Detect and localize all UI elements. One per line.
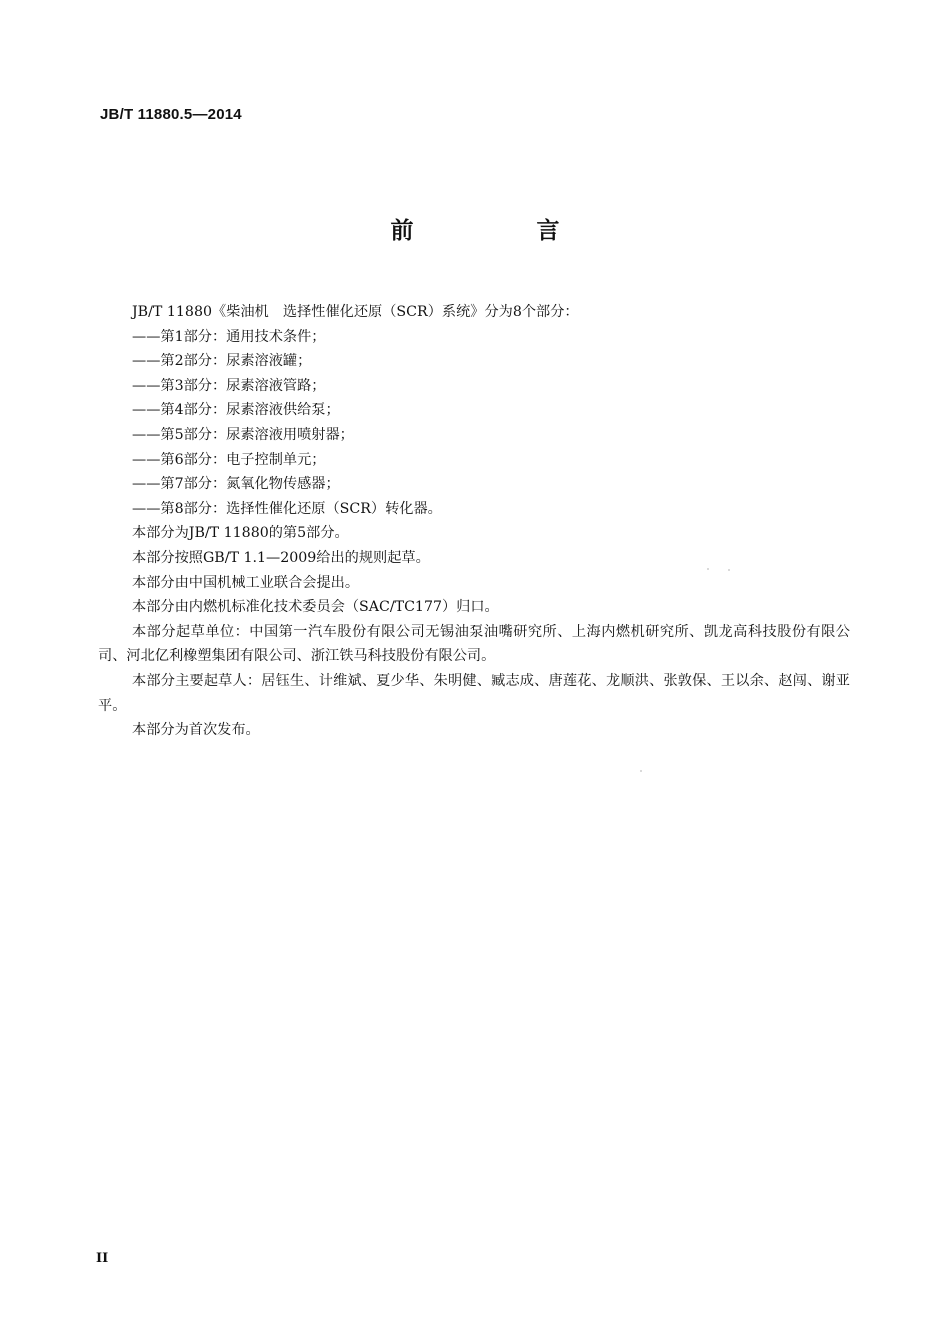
list-item-part-7: ——第7部分：氮氧化物传感器； (132, 476, 340, 493)
foreword-body (98, 300, 850, 743)
paragraph-proposed-by: 本部分由中国机械工业联合会提出。 (132, 574, 360, 591)
list-item-part-8: ——第8部分：选择性催化还原（SCR）转化器。 (132, 500, 442, 517)
standard-code-header: JB/T 11880.5—2014 (100, 106, 242, 123)
paragraph-drafting-rules: 本部分按照GB/T 1.1—2009给出的规则起草。 (132, 549, 430, 566)
page-title: 前 言 (390, 218, 610, 244)
scan-speck (707, 568, 709, 570)
page-number: II (96, 1251, 109, 1266)
list-item-part-1: ——第1部分：通用技术条件； (132, 328, 326, 345)
scan-speck (640, 770, 642, 772)
paragraph-first-release: 本部分为首次发布。 (132, 722, 260, 739)
paragraph-drafting-organizations: 本部分起草单位：中国第一汽车股份有限公司无锡油泵油嘴研究所、上海内燃机研究所、凯龙高科技股份有限公司、河北亿利橡塑集团有限公司、浙江铁马科技股份有限公司。 (98, 623, 850, 665)
paragraph-series-intro: JB/T 11880《柴油机 选择性催化还原（SCR）系统》分为8个部分： (132, 304, 579, 320)
paragraph-under-jurisdiction: 本部分由内燃机标准化技术委员会（SAC/TC177）归口。 (132, 599, 499, 616)
list-item-part-6: ——第6部分：电子控制单元； (132, 451, 326, 468)
list-item-part-2: ——第2部分：尿素溶液罐； (132, 353, 312, 370)
list-item-part-3: ——第3部分：尿素溶液管路； (132, 377, 326, 394)
paragraph-main-drafters: 本部分主要起草人：居钰生、计维斌、夏少华、朱明健、臧志成、唐莲花、龙顺洪、张敦保、王以余、赵闯、谢亚平。 (98, 672, 850, 714)
paragraph-part-number: 本部分为JB/T 11880的第5部分。 (132, 525, 349, 542)
list-item-part-5: ——第5部分：尿素溶液用喷射器； (132, 426, 354, 443)
scan-speck (728, 569, 730, 571)
list-item-part-4: ——第4部分：尿素溶液供给泵； (132, 402, 340, 419)
